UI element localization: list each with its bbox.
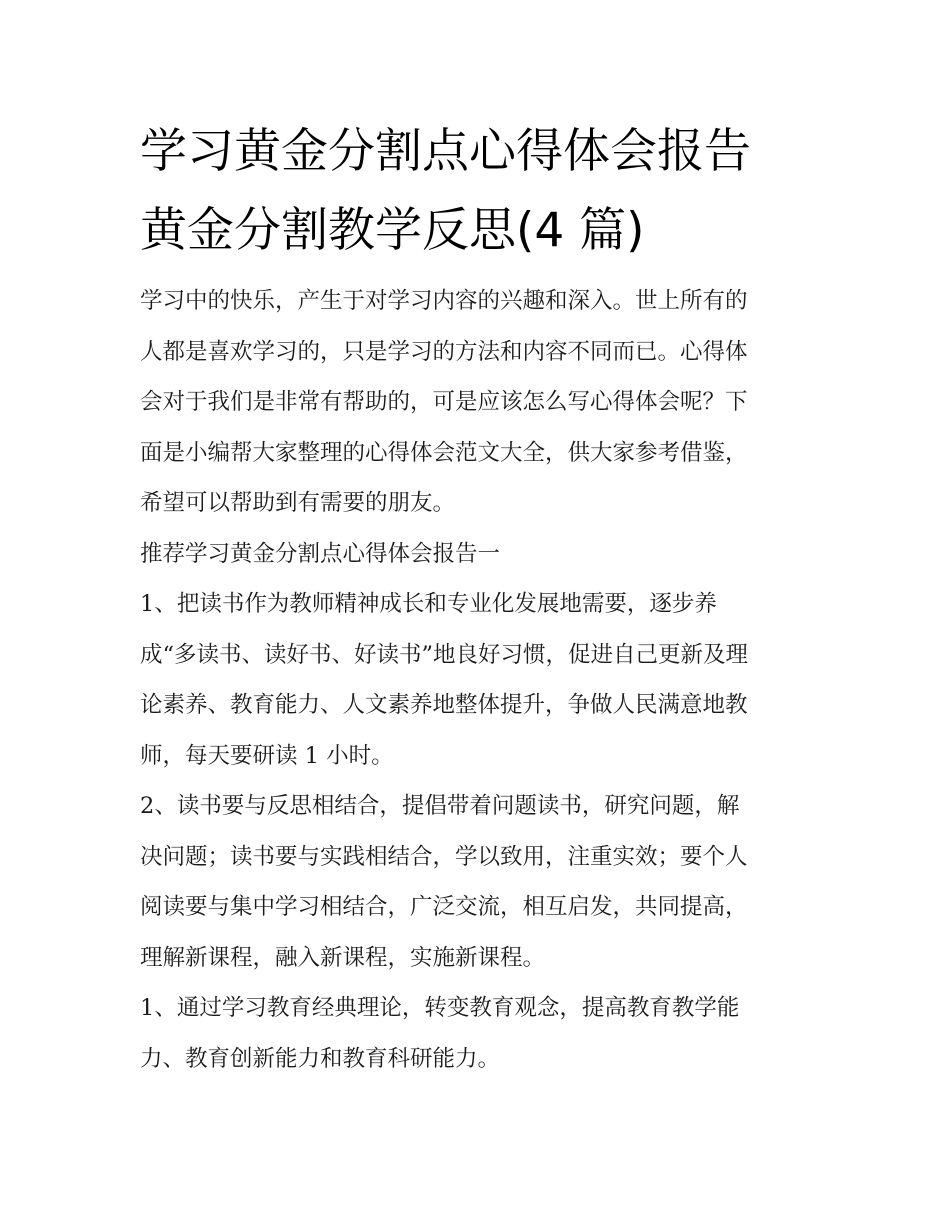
body-line: 师，每天要研读 1 小时。: [140, 742, 394, 769]
body-line: 人都是喜欢学习的，只是学习的方法和内容不同而已。心得体: [140, 338, 748, 365]
document-page: [140, 112, 820, 1084]
document-body: [140, 276, 820, 1084]
body-line: 学习中的快乐，产生于对学习内容的兴趣和深入。世上所有的: [140, 288, 748, 314]
body-line: 面是小编帮大家整理的心得体会范文大全，供大家参考借鉴，: [140, 439, 748, 466]
body-line: 会对于我们是非常有帮助的，可是应该怎么写心得体会呢？下: [140, 389, 748, 415]
body-line: 理解新课程，融入新课程，实施新课程。: [140, 944, 546, 971]
title-line: 学习黄金分割点心得体会报告: [140, 124, 751, 179]
document-title: [140, 112, 820, 270]
title-line: 黄金分割教学反思(4 篇): [140, 203, 645, 258]
body-line: 阅读要与集中学习相结合，广泛交流，相互启发，共同提高，: [140, 894, 748, 920]
section-heading: 推荐学习黄金分割点心得体会报告一: [140, 540, 501, 567]
body-line: 希望可以帮助到有需要的朋友。: [140, 490, 456, 516]
body-line: 2、读书要与反思相结合，提倡带着问题读书，研究问题，解: [140, 793, 740, 819]
body-line: 1、通过学习教育经典理论，转变教育观念，提高教育教学能: [140, 995, 740, 1021]
body-line: 论素养、教育能力、人文素养地整体提升，争做人民满意地教: [140, 692, 748, 718]
body-line: 1、把读书作为教师精神成长和专业化发展地需要，逐步养: [140, 591, 717, 617]
body-line: 成“多读书、读好书、好读书”地良好习惯，促进自己更新及理: [140, 641, 749, 668]
body-line: 力、教育创新能力和教育科研能力。: [140, 1045, 501, 1072]
body-line: 决问题；读书要与实践相结合，学以致用，注重实效；要个人: [140, 843, 748, 870]
